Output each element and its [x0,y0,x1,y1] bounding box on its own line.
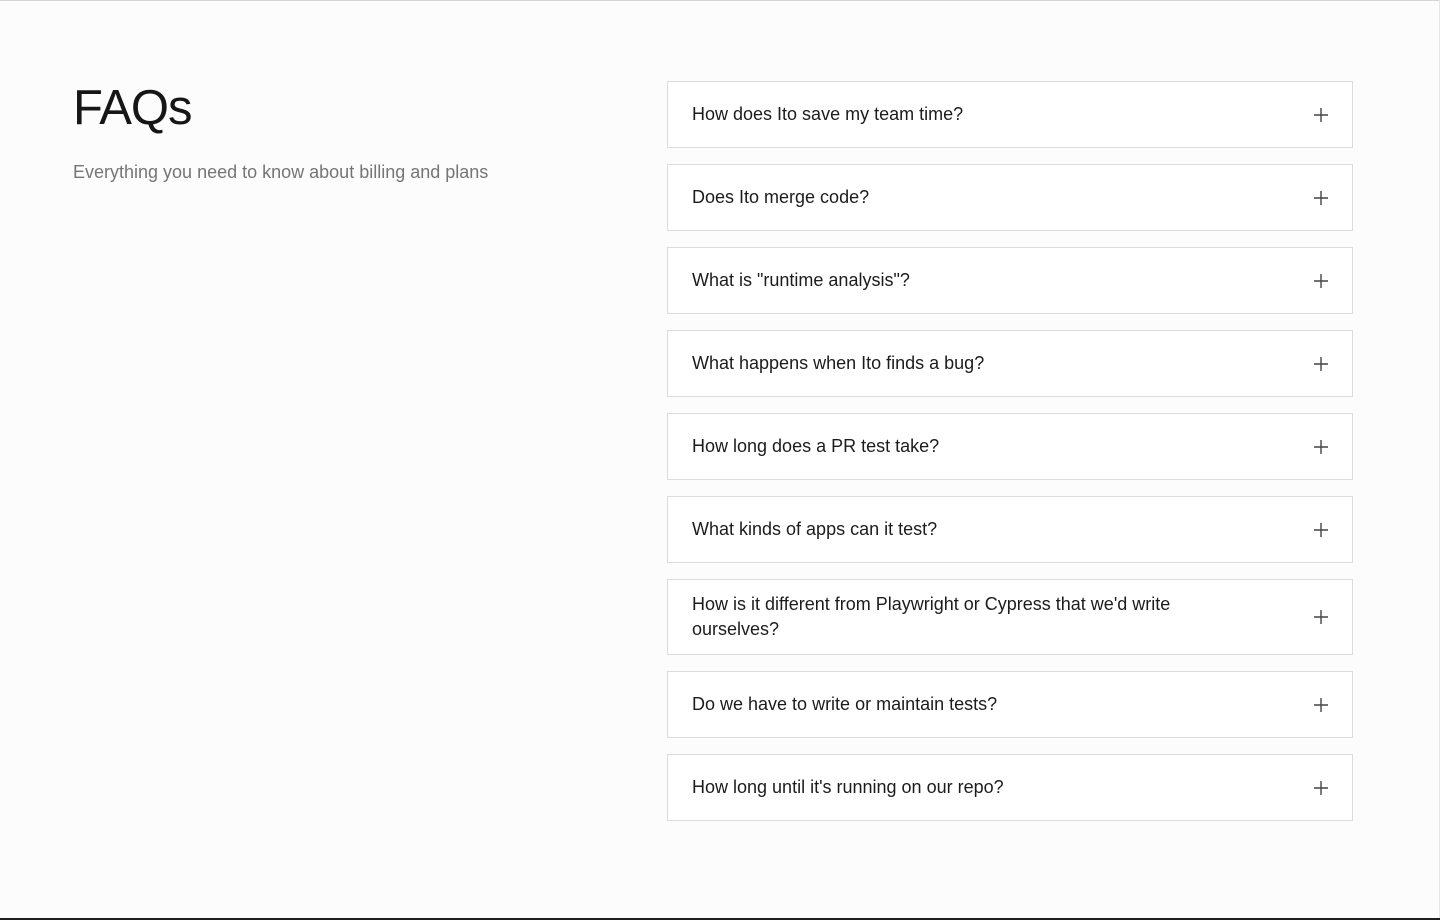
faq-question: What kinds of apps can it test? [692,519,938,539]
faq-item[interactable] [667,164,1353,231]
plus-icon[interactable] [1313,609,1329,625]
faq-intro [73,78,593,184]
faq-item[interactable] [667,247,1353,314]
faq-item[interactable] [667,671,1353,738]
plus-icon[interactable] [1313,697,1329,713]
faq-question: What is "runtime analysis"? [692,270,910,290]
faq-question: How is it different from Playwright or Cypress that we'd write ourselves? [692,594,1171,639]
faq-item[interactable] [667,81,1353,148]
plus-icon[interactable] [1313,107,1329,123]
faq-accordion [667,81,1353,821]
faq-question: Does Ito merge code? [692,187,870,207]
faq-question: How long until it's running on our repo? [692,777,1004,797]
plus-icon[interactable] [1313,356,1329,372]
faq-item[interactable] [667,496,1353,563]
faq-question: How long does a PR test take? [692,436,940,456]
page-title: FAQs [73,81,192,135]
plus-icon[interactable] [1313,780,1329,796]
plus-icon[interactable] [1313,273,1329,289]
faq-item[interactable] [667,579,1353,655]
faq-question: How does Ito save my team time? [692,104,964,124]
top-divider [0,0,1440,1]
plus-icon[interactable] [1313,190,1329,206]
faq-item[interactable] [667,413,1353,480]
page-subtitle: Everything you need to know about billing and plans [73,162,489,182]
faq-question: Do we have to write or maintain tests? [692,694,998,714]
faq-item[interactable] [667,754,1353,821]
plus-icon[interactable] [1313,439,1329,455]
faq-question: What happens when Ito finds a bug? [692,353,985,373]
plus-icon[interactable] [1313,522,1329,538]
faq-item[interactable] [667,330,1353,397]
